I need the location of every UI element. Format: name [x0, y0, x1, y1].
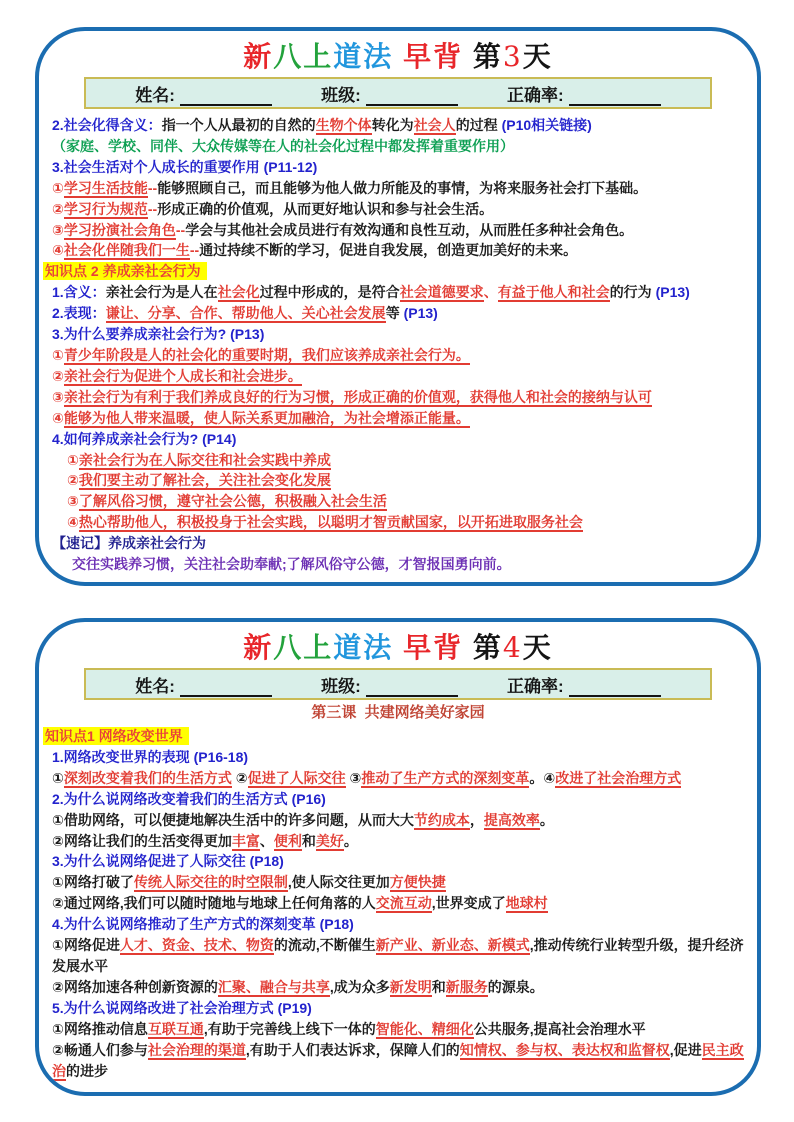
text-segment: 的进步: [66, 1062, 108, 1079]
text-segment: ①网络打破了: [52, 874, 134, 891]
name-field: [135, 672, 272, 697]
text-line: [52, 178, 744, 199]
text-segment: --: [147, 200, 158, 217]
score-label: 正确率:: [507, 85, 564, 105]
text-segment: ,有助于人们表达诉求，保障人们的: [245, 1041, 460, 1058]
class-label: 班级:: [321, 676, 361, 696]
text-line: [52, 872, 744, 893]
text-line: [52, 789, 744, 810]
text-segment: 、: [259, 832, 274, 849]
text-segment: 汇聚、融合与共享: [217, 978, 330, 995]
text-line: [52, 914, 744, 935]
text-line: [52, 977, 744, 998]
text-line: [52, 199, 744, 220]
score-field: [507, 81, 661, 106]
text-line: [52, 387, 744, 408]
text-segment: ②: [231, 769, 248, 786]
text-segment: 地球村: [505, 895, 548, 912]
text-line: [52, 768, 744, 789]
text-segment: 和: [301, 832, 316, 849]
text-segment: --: [175, 221, 186, 238]
text-line: [52, 747, 744, 768]
score-blank-line: [569, 678, 661, 697]
class-blank-line: [366, 678, 458, 697]
text-segment: 新产业、新业态、新模式: [375, 937, 530, 954]
text-segment: 知情权、参与权、表达权和监督权: [459, 1041, 670, 1058]
class-label: 班级:: [321, 85, 361, 105]
score-label: 正确率:: [507, 676, 564, 696]
text-segment: （家庭、学校、同伴、大众传媒等在人的社会化过程中都发挥着重要作用）: [52, 137, 514, 154]
text-line: [52, 345, 744, 366]
text-line: [52, 533, 744, 554]
knowledge-point-highlight: [43, 261, 744, 282]
title-segment: 天: [522, 41, 553, 72]
title-segment: 道法: [333, 41, 394, 72]
text-segment: 新发明: [389, 978, 432, 995]
text-segment: 谦让、分享、合作、帮助他人、关心社会发展: [105, 305, 386, 322]
text-line: [52, 366, 744, 387]
text-segment: 通过持续不断的学习，促进自我发展，创造更加美好的未来。: [199, 242, 578, 259]
text-segment: ②畅通人们参与: [52, 1041, 148, 1058]
text-segment: ,推动传统行业转型升级，提升经济发展水平: [52, 937, 744, 974]
text-segment: ④: [52, 409, 64, 426]
text-segment: ②: [67, 472, 79, 489]
text-segment: ③: [52, 221, 64, 238]
text-segment: 社会治理的渠道: [147, 1041, 246, 1058]
text-segment: 推动了生产方式的深刻变革: [361, 769, 530, 786]
text-segment: 了解风俗习惯，遵守社会公德，积极融入社会生活: [78, 493, 387, 510]
text-segment: 3.社会生活对个人成长的重要作用 (P11-12): [52, 158, 318, 175]
text-segment: 社会人: [413, 117, 456, 133]
text-segment: 促进了人际交往: [247, 769, 346, 786]
text-segment: 生物个体: [315, 117, 372, 133]
card-title-day3: [39, 41, 757, 73]
class-field: [321, 672, 458, 697]
text-segment: 2.为什么说网络改变着我们的生活方式 (P16): [52, 790, 326, 807]
text-segment: (P13): [655, 284, 690, 301]
text-segment: ②通过网络,我们可以随时随地与地球上任何角落的人: [52, 895, 376, 912]
text-segment: 传统人际交往的时空限制: [133, 874, 288, 891]
text-line: [52, 450, 744, 471]
text-line: [52, 998, 744, 1019]
text-line: [52, 240, 744, 261]
title-segment: 新: [243, 632, 274, 663]
text-segment: ,成为众多: [329, 978, 390, 995]
class-blank-line: [366, 87, 458, 106]
text-line: [52, 935, 744, 977]
text-segment: 的源泉。: [487, 978, 544, 995]
title-segment: 天: [522, 632, 553, 663]
text-segment: 1.网络改变世界的表现 (P16-18): [52, 748, 249, 765]
text-segment: ③: [345, 769, 362, 786]
text-segment: 人才、资金、技术、物资: [119, 937, 274, 954]
name-blank-line: [180, 87, 272, 106]
text-line: [52, 303, 744, 324]
text-segment: ④: [67, 514, 79, 531]
text-segment: 。④: [529, 769, 556, 786]
class-field: [321, 81, 458, 106]
text-segment: 热心帮助他人，积极投身于社会实践，以聪明才智贡献国家，以开拓进取服务社会: [78, 514, 583, 531]
text-line: [52, 554, 744, 575]
text-segment: 社会道德要求: [399, 284, 484, 301]
text-segment: 3.为什么要养成亲社会行为? (P13): [52, 326, 265, 343]
text-segment: ①网络促进: [52, 937, 120, 954]
text-segment: 的行为: [609, 284, 656, 301]
text-segment: 能够为他人带来温暖，使人际关系更加融洽，为社会增添正能量。: [63, 409, 470, 426]
text-line: [52, 324, 744, 345]
text-segment: (P10相关链接): [501, 117, 592, 133]
text-segment: 方便快捷: [389, 874, 446, 891]
text-segment: ①: [52, 179, 64, 196]
text-line: [52, 851, 744, 872]
text-segment: 丰富: [231, 832, 260, 849]
name-label: 姓名:: [135, 676, 175, 696]
text-segment: 节约成本: [413, 811, 470, 828]
title-segment: 4: [502, 631, 523, 664]
title-segment: 新: [243, 41, 274, 72]
text-segment: ①: [52, 769, 64, 786]
text-segment: 能够照顾自己，而且能够为他人做力所能及的事情，为将来服务社会打下基础。: [157, 179, 648, 196]
text-segment: 亲社会行为在人际交往和社会实践中养成: [78, 451, 331, 468]
text-segment: 1.含义：: [52, 284, 106, 301]
title-segment: 3: [502, 40, 523, 73]
text-line: [52, 282, 744, 303]
text-line: [52, 429, 744, 450]
title-segment: 八上: [273, 632, 334, 663]
name-label: 姓名:: [135, 85, 175, 105]
text-line: [52, 512, 744, 533]
text-segment: ①: [52, 346, 64, 363]
text-segment: 过程中形成的，是符合: [259, 284, 400, 301]
text-segment: 的流动,不断催生: [273, 937, 376, 954]
text-segment: 提高效率: [483, 811, 540, 828]
student-info-bar: [84, 668, 712, 700]
title-segment: 早背: [393, 41, 473, 72]
score-field: [507, 672, 661, 697]
text-segment: ，: [469, 811, 484, 828]
text-segment: 我们要主动了解社会，关注社会变化发展: [78, 472, 331, 489]
text-line: [52, 408, 744, 429]
text-segment: 交往实践养习惯，关注社会助奉献;了解风俗守公德，才智报国勇向前。: [72, 556, 511, 573]
notes-content-day4: [39, 723, 757, 1081]
text-segment: 3.为什么说网络促进了人际交往 (P18): [52, 853, 284, 870]
text-segment: 5.为什么说网络改进了社会治理方式 (P19): [52, 999, 312, 1016]
text-segment: 知识点 2 养成亲社会行为: [43, 262, 207, 280]
text-segment: ,有助于完善线上线下一体的: [203, 1020, 376, 1037]
text-segment: 。: [343, 832, 358, 849]
text-segment: 便利: [273, 832, 302, 849]
text-segment: 互联互通: [147, 1020, 204, 1037]
text-segment: 学会与其他社会成员进行有效沟通和良性互动，从而胜任多种社会角色。: [185, 221, 634, 238]
text-line: [52, 157, 744, 178]
text-segment: ②: [52, 200, 64, 217]
text-segment: 知识点1 网络改变世界: [43, 727, 189, 745]
text-line: [52, 893, 744, 914]
notes-content-day3: [39, 112, 757, 575]
text-segment: 学习扮演社会角色: [63, 221, 176, 238]
text-segment: 。: [539, 811, 554, 828]
text-segment: ②网络让我们的生活变得更加: [52, 832, 232, 849]
text-line: [52, 115, 744, 136]
text-line: [52, 220, 744, 241]
text-segment: 亲社会行为促进个人成长和社会进步。: [63, 367, 302, 384]
text-segment: 青少年阶段是人的社会化的重要时期，我们应该养成亲社会行为。: [63, 346, 470, 363]
text-segment: 公共服务,提高社会治理水平: [473, 1020, 646, 1037]
text-segment: 美好: [315, 832, 344, 849]
worksheet-card-day3: [35, 27, 761, 586]
text-segment: ①网络推动信息: [52, 1020, 148, 1037]
text-segment: ①借助网络，可以便捷地解决生活中的许多问题，从而大大: [52, 811, 414, 828]
text-segment: 学习行为规范: [63, 200, 148, 217]
title-segment: 第: [472, 632, 503, 663]
text-segment: ,世界变成了: [431, 895, 506, 912]
text-line: [52, 1019, 744, 1040]
text-segment: 社会化伴随我们一生: [63, 242, 190, 259]
text-segment: 交流互动: [375, 895, 432, 912]
text-line: [52, 1040, 744, 1082]
text-segment: --: [147, 179, 158, 196]
text-line: [52, 491, 744, 512]
text-segment: 转化为: [371, 117, 414, 133]
text-segment: 改进了社会治理方式: [555, 769, 682, 786]
text-segment: 新服务: [445, 978, 488, 995]
name-blank-line: [180, 678, 272, 697]
text-line: [52, 810, 744, 831]
text-segment: ①: [67, 451, 79, 468]
text-segment: 社会化: [217, 284, 260, 301]
text-segment: ②网络加速各种创新资源的: [52, 978, 218, 995]
text-line: [52, 831, 744, 852]
text-segment: 【速记】养成亲社会行为: [52, 535, 206, 552]
knowledge-point-highlight: [43, 726, 744, 747]
text-segment: 2.社会化得含义：: [52, 117, 162, 133]
text-segment: --: [189, 242, 200, 259]
text-segment: 等: [385, 305, 404, 322]
text-segment: 学习生活技能: [63, 179, 148, 196]
title-segment: 早背: [393, 632, 473, 663]
title-segment: 八上: [273, 41, 334, 72]
card-title-day4: [39, 632, 757, 664]
text-segment: 的过程: [455, 117, 502, 133]
text-segment: 有益于他人和社会: [497, 284, 610, 301]
text-segment: ,使人际交往更加: [287, 874, 390, 891]
text-segment: 智能化、精细化: [375, 1020, 474, 1037]
text-line: [52, 136, 744, 157]
text-segment: 4.如何养成亲社会行为? (P14): [52, 430, 237, 447]
name-field: [135, 81, 272, 106]
text-segment: 形成正确的价值观，从而更好地认识和参与社会生活。: [157, 200, 494, 217]
text-segment: 4.为什么说网络推动了生产方式的深刻变革 (P18): [52, 916, 354, 933]
text-segment: 和: [431, 978, 446, 995]
worksheet-card-day4: [35, 618, 761, 1096]
text-segment: 、: [483, 284, 498, 301]
text-segment: 深刻改变着我们的生活方式: [63, 769, 232, 786]
score-blank-line: [569, 87, 661, 106]
text-segment: ,促进: [669, 1041, 702, 1058]
text-segment: 亲社会行为是人在: [105, 284, 218, 301]
text-segment: ②: [52, 367, 64, 384]
student-info-bar: [84, 77, 712, 109]
title-segment: 道法: [333, 632, 394, 663]
text-segment: ③: [67, 493, 79, 510]
text-segment: (P13): [403, 305, 438, 322]
title-segment: 第: [472, 41, 503, 72]
text-segment: ③: [52, 388, 64, 405]
text-segment: 民主政治: [52, 1041, 744, 1079]
text-segment: 亲社会行为有利于我们养成良好的行为习惯，形成正确的价值观，获得他人和社会的接纳与认可: [63, 388, 652, 405]
text-segment: 2.表现：: [52, 305, 106, 322]
text-line: [52, 470, 744, 491]
text-segment: ④: [52, 242, 64, 259]
lesson-subtitle: 第三课 共建网络美好家园: [311, 704, 485, 721]
text-segment: 指一个人从最初的自然的: [161, 117, 316, 133]
